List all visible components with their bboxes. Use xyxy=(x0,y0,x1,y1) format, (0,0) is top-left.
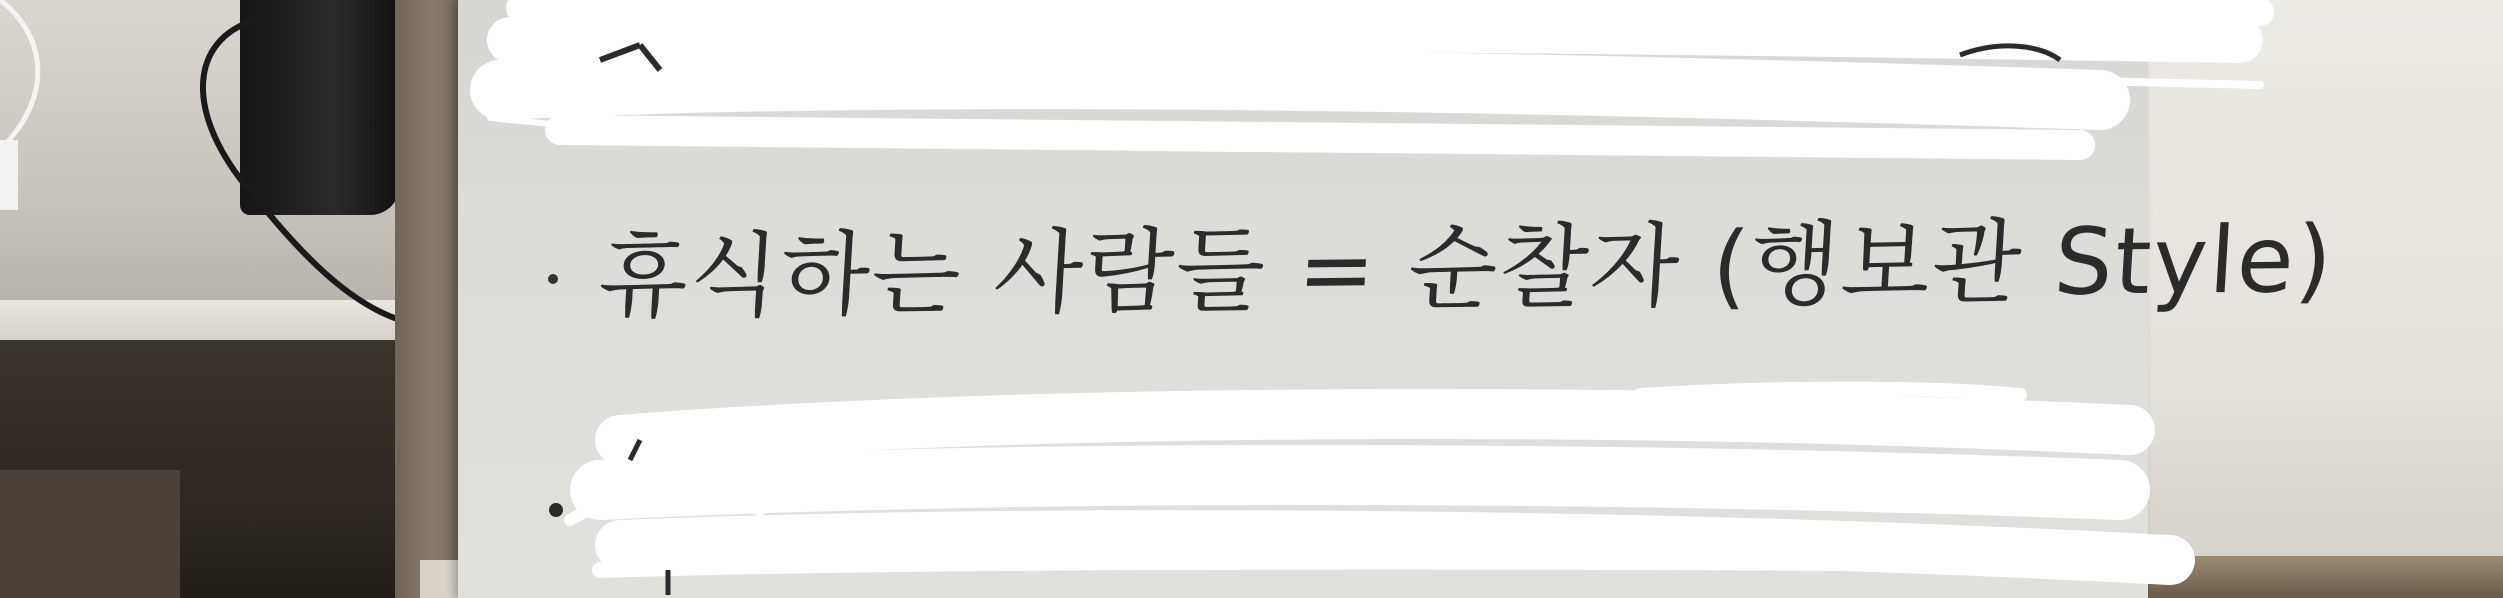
top-redaction xyxy=(490,0,2260,150)
handwritten-note-line: 휴식하는 사람들 = 순찰자 (행보관 Style) xyxy=(595,205,2337,332)
ink-dot xyxy=(549,503,563,517)
bottom-redaction xyxy=(570,389,2180,570)
dot-icon xyxy=(548,274,558,284)
